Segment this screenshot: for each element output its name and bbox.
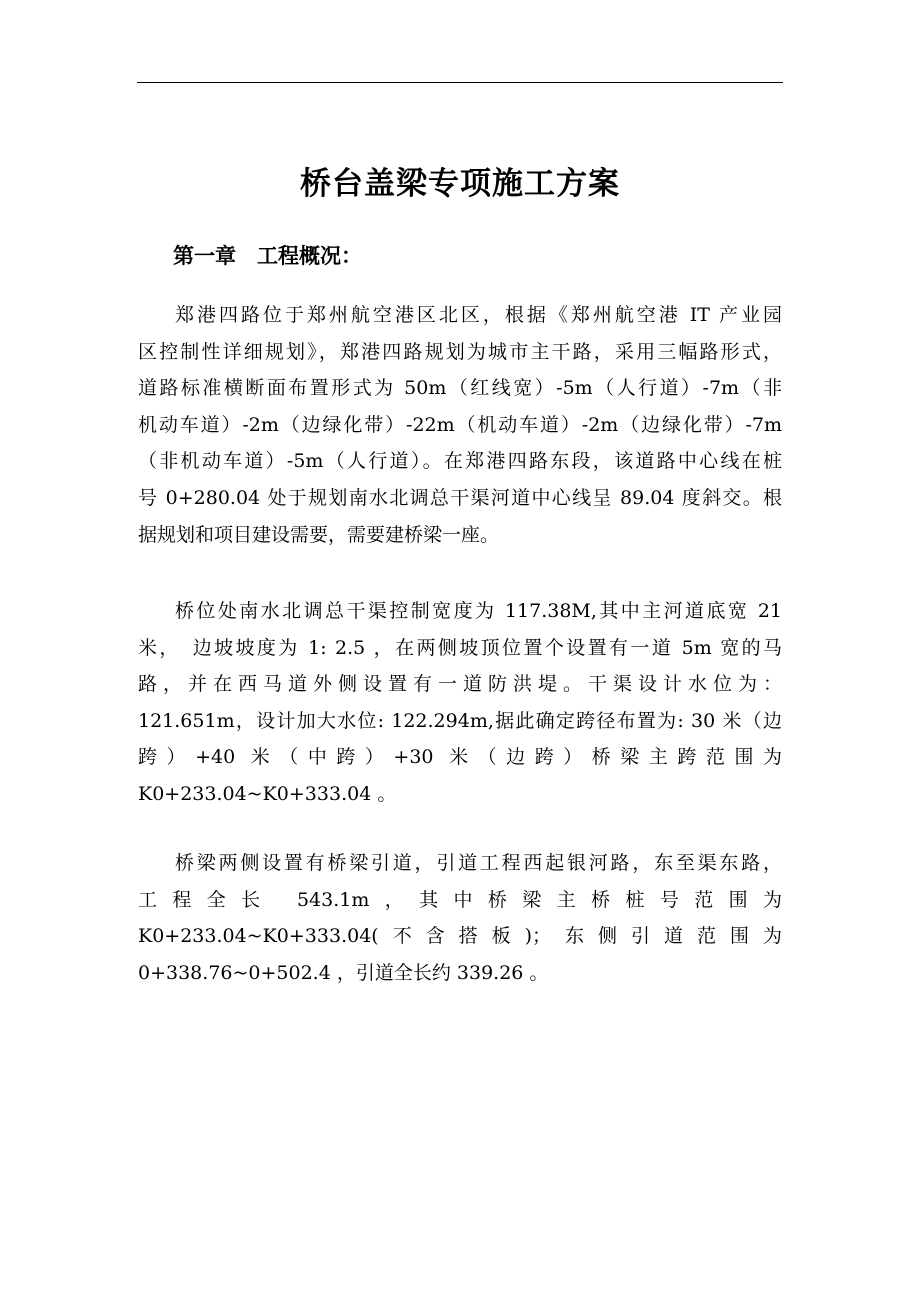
paragraph-line: 桥位处南水北调总干渠控制宽度为 117.38M,其中主河道底宽 21: [175, 600, 782, 622]
paragraph-line: 0+338.76~0+502.4 ，引道全长约 339.26 。: [138, 961, 549, 984]
paragraph-line: （非机动车道）-5m（人行道）。在郑港四路东段，该道路中心线在桩: [138, 450, 782, 473]
paragraph-line: 跨）+40 米（中跨）+30 米（边跨）桥梁主跨范围为: [138, 746, 782, 769]
document-title: 桥台盖梁专项施工方案: [300, 166, 620, 202]
paragraph-line: 121.651m，设计加大水位: 122.294m,据此确定跨径布置为: 30 米（边: [138, 709, 782, 732]
paragraph-line: 号 0+280.04 处于规划南水北调总干渠河道中心线呈 89.04 度斜交。根: [138, 486, 782, 509]
paragraph-line: 区控制性详细规划》，郑港四路规划为城市主干路，采用三幅路形式，: [138, 340, 782, 363]
paragraph-line: 桥梁两侧设置有桥梁引道，引道工程西起银河路，东至渠东路，: [175, 852, 782, 874]
paragraph-line: 道路标准横断面布置形式为 50m（红线宽）-5m（人行道）-7m（非: [138, 377, 782, 400]
paragraph-line: 工程全长 543.1m，其中桥梁主桥桩号范围为: [138, 888, 782, 911]
paragraph-approach-roads: [138, 845, 782, 991]
paragraph-line: K0+233.04~K0+333.04 。: [138, 782, 397, 805]
paragraph-bridge-position: [138, 593, 782, 813]
paragraph-line: 据规划和项目建设需要，需要建桥梁一座。: [138, 523, 500, 546]
paragraph-line: 机动车道）-2m（边绿化带）-22m（机动车道）-2m（边绿化带）-7m: [138, 413, 782, 436]
paragraph-overview: [138, 297, 782, 553]
chapter-heading: 第一章 工程概况：: [173, 244, 362, 268]
paragraph-line: 路，并在西马道外侧设置有一道防洪堤。干渠设计水位为：: [138, 673, 782, 696]
header-rule: [137, 82, 783, 83]
paragraph-line: 郑港四路位于郑州航空港区北区，根据《郑州航空港 IT 产业园: [175, 304, 782, 326]
paragraph-line: 米， 边坡坡度为 1: 2.5 ，在两侧坡顶位置个设置有一道 5m 宽的马: [138, 636, 782, 659]
paragraph-line: K0+233.04~K0+333.04(不含搭板)；东侧引道范围为: [138, 925, 782, 948]
